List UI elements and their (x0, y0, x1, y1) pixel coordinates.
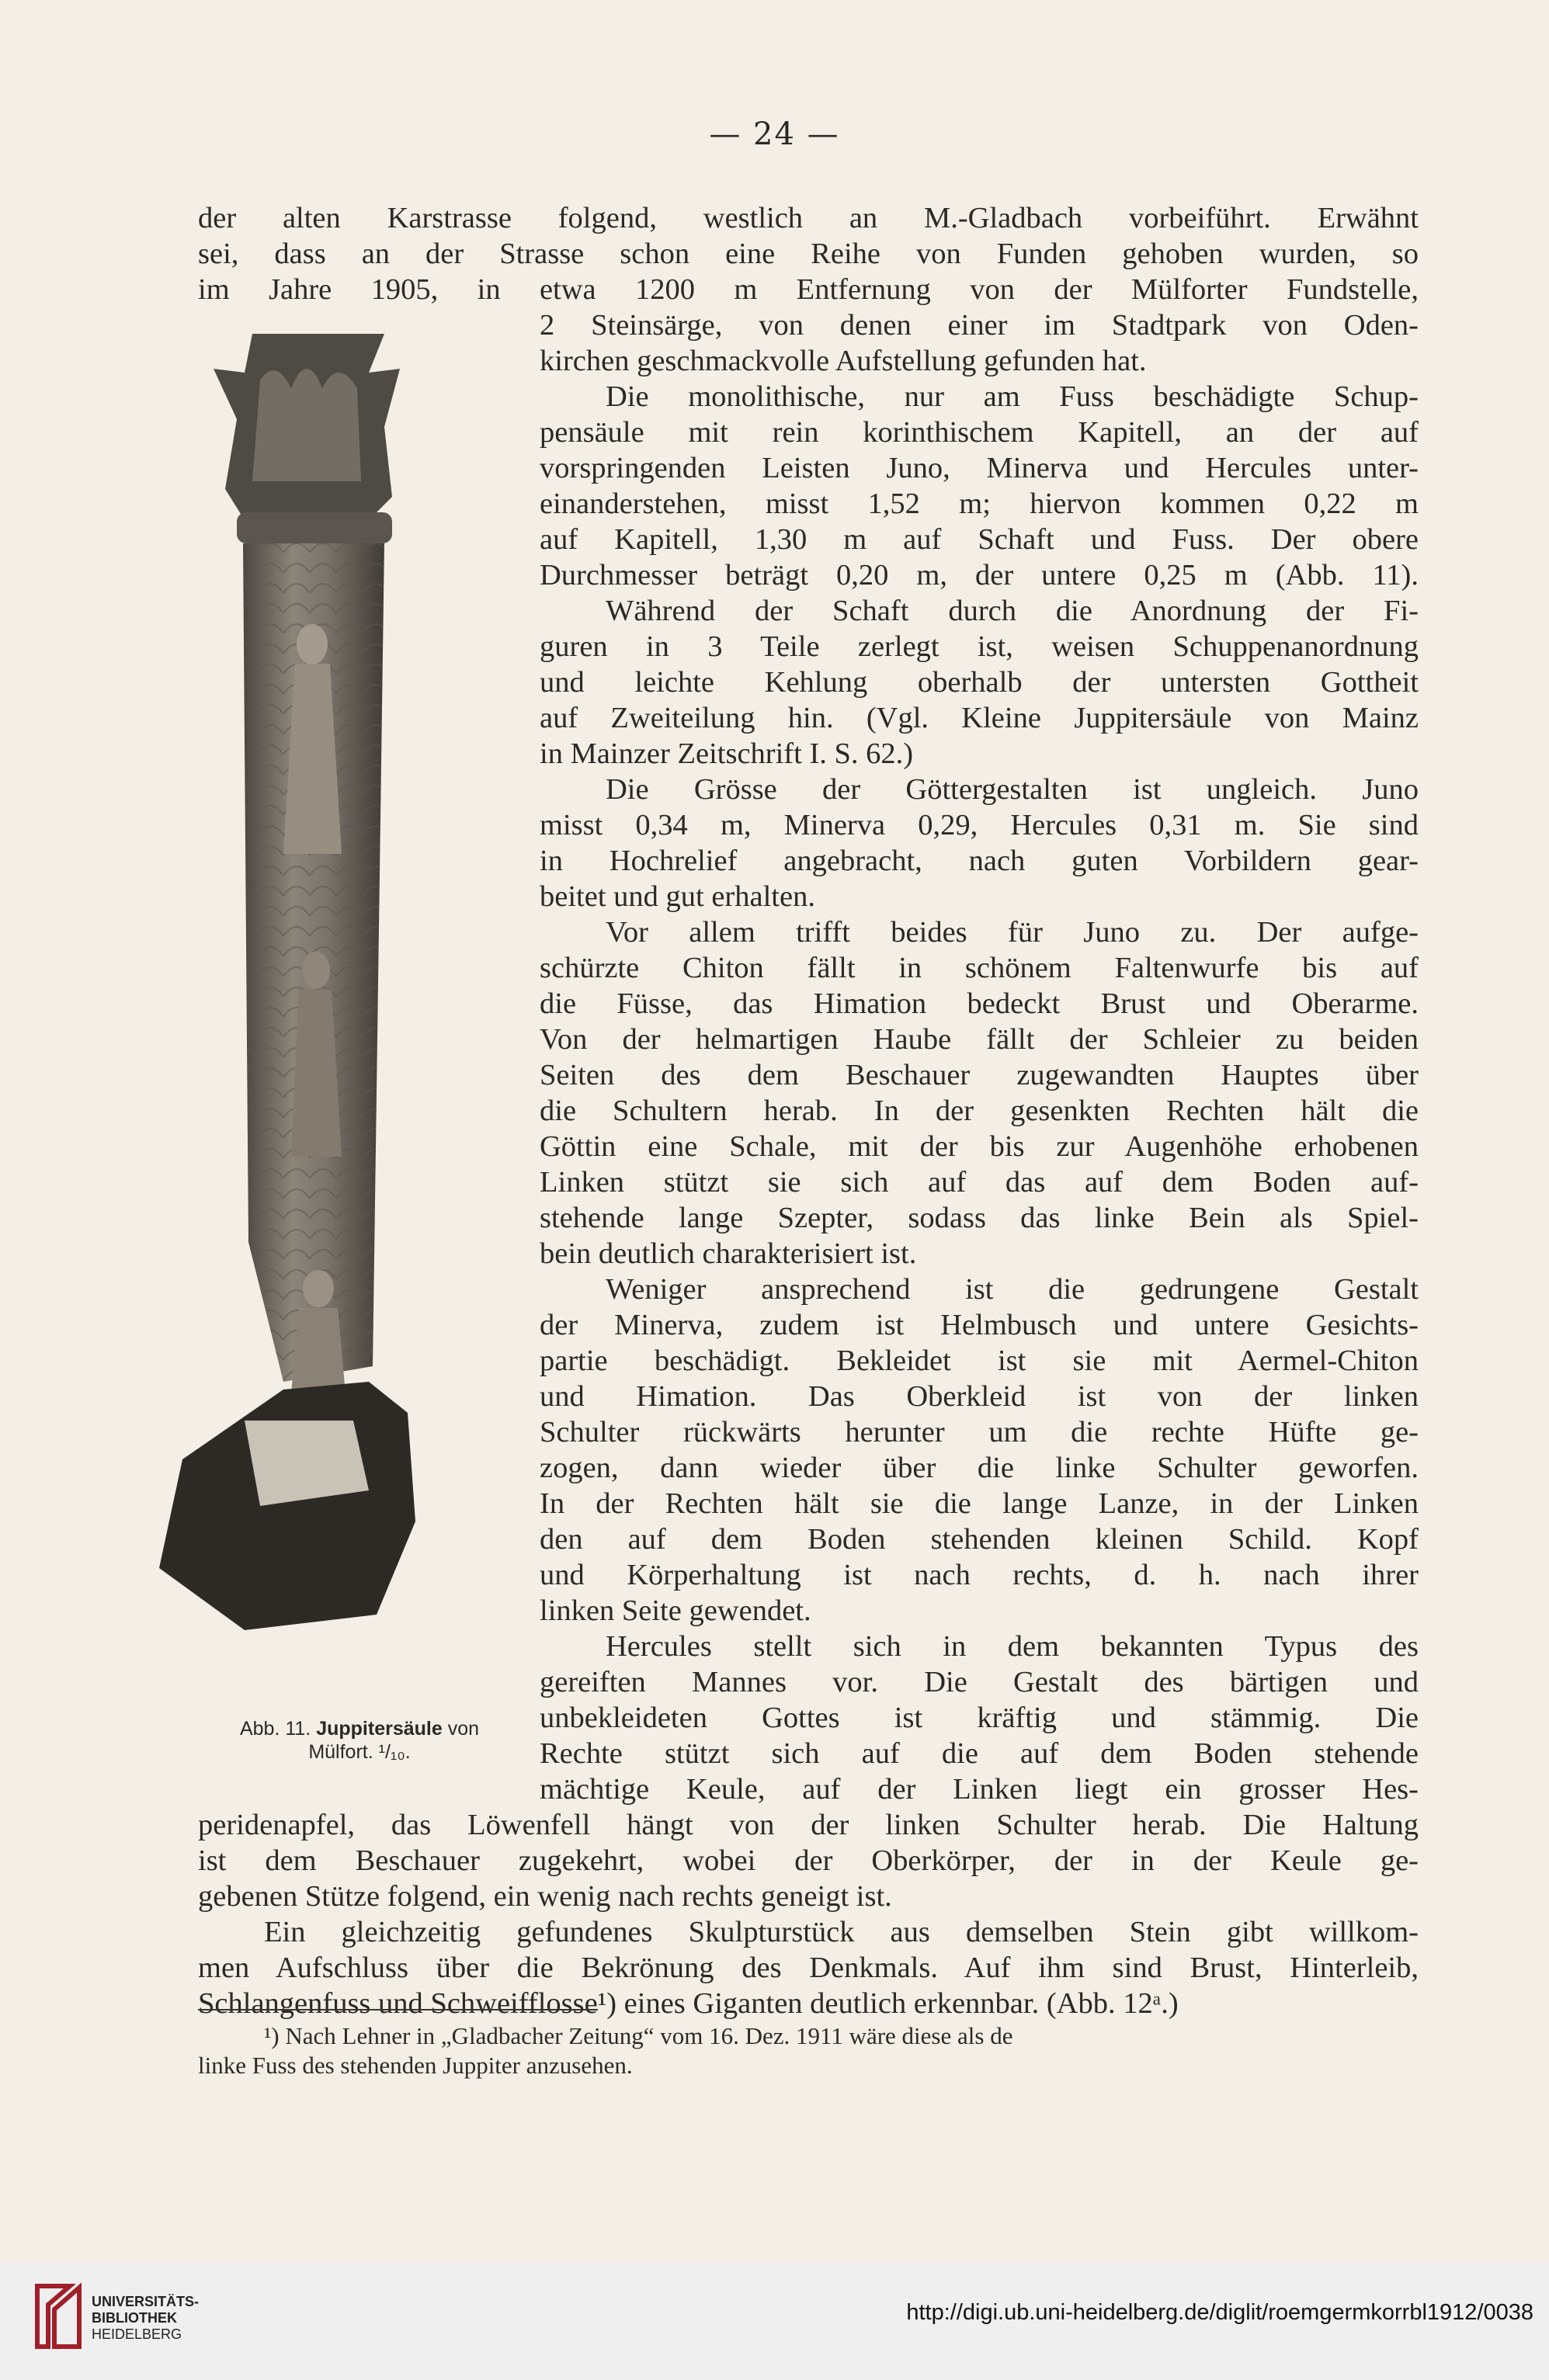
text-line: men Aufschluss über die Bekrönung des Denkmals. Auf ihm sind Brust, Hinterleib, (198, 1952, 1419, 1984)
column-photo (151, 311, 516, 1731)
text-line: Schlangenfuss und Schweifflosse¹) eines Giganten deutlich erkennbar. (Abb. 12ᵃ.) (198, 1987, 1179, 2020)
text-line: Ein gleichzeitig gefundenes Skulpturstück aus demselben Stein gibt willkom- (264, 1916, 1419, 1948)
library-name-line1: UNIVERSITÄTS- (92, 2294, 200, 2309)
text-line: die Füsse, das Himation bedeckt Brust und Oberarme. (540, 987, 1419, 1020)
text-line: Weniger ansprechend ist die gedrungene Gestalt (606, 1273, 1419, 1306)
library-name-line3: HEIDELBERG (92, 2326, 182, 2342)
text-line: in Hochrelief angebracht, nach guten Vorbildern gear- (540, 845, 1419, 877)
text-line: der Minerva, zudem ist Helmbusch und untere Gesichts- (540, 1309, 1419, 1341)
text-line: Hercules stellt sich in dem bekannten Typus des (606, 1630, 1419, 1663)
text-line: der alten Karstrasse folgend, westlich an M.-Gladbach vorbeiführt. Erwähnt (198, 202, 1419, 234)
footnote-line: ¹) Nach Lehner in „Gladbacher Zeitung“ vom 16. Dez. 1911 wäre diese als de (264, 2022, 1013, 2049)
text-line: und Körperhaltung ist nach rechts, d. h. nach ihrer (540, 1559, 1419, 1591)
text-line: Durchmesser beträgt 0,20 m, der untere 0,25 m (Abb. 11). (540, 559, 1419, 592)
caption-title: Juppitersäule (316, 1718, 443, 1740)
text-line: die Schultern herab. In der gesenkten Rechten hält die (540, 1095, 1419, 1127)
text-line: beitet und gut erhalten. (540, 880, 815, 913)
text-line: gereiften Mannes vor. Die Gestalt des bärtigen und (540, 1666, 1419, 1698)
text-line: misst 0,34 m, Minerva 0,29, Hercules 0,31 m. Sie sind (540, 809, 1419, 841)
text-line: und leichte Kehlung oberhalb der untersten Gottheit (540, 666, 1419, 699)
library-name (92, 2294, 199, 2343)
text-line: vorspringenden Leisten Juno, Minerva und Hercules unter- (540, 452, 1419, 484)
footnote-line: linke Fuss des stehenden Juppiter anzusehen. (198, 2052, 633, 2079)
library-logo-icon (31, 2278, 85, 2352)
source-url-link[interactable]: http://digi.ub.uni-heidelberg.de/diglit/roemgermkorrbl1912/0038 (906, 2300, 1533, 2325)
text-line: und Himation. Das Oberkleid ist von der linken (540, 1380, 1419, 1413)
text-line: 2 Steinsärge, von denen einer im Stadtpark von Oden- (540, 309, 1419, 342)
text-line: ist dem Beschauer zugekehrt, wobei der Oberkörper, der in der Keule ge- (198, 1844, 1419, 1877)
text-line: Rechte stützt sich auf die auf dem Boden stehende (540, 1737, 1419, 1770)
text-line: schürzte Chiton fällt in schönem Faltenwurfe bis auf (540, 952, 1419, 984)
text-line: kirchen geschmackvolle Aufstellung gefunden hat. (540, 345, 1147, 377)
text-line: Von der helmartigen Haube fällt der Schleier zu beiden (540, 1023, 1419, 1056)
text-line: in Mainzer Zeitschrift I. S. 62.) (540, 737, 914, 770)
text-line: Vor allem trifft beides für Juno zu. Der aufge- (606, 916, 1419, 949)
text-line: partie beschädigt. Bekleidet ist sie mit Aermel-Chiton (540, 1344, 1419, 1377)
figure-caption (193, 1717, 526, 1764)
text-line: unbekleideten Gottes ist kräftig und stämmig. Die (540, 1702, 1419, 1734)
text-line: guren in 3 Teile zerlegt ist, weisen Schuppenanordnung (540, 630, 1419, 663)
text-line: auf Kapitell, 1,30 m auf Schaft und Fuss. Der obere (540, 523, 1419, 556)
text-line: im Jahre 1905, in etwa 1200 m Entfernung von der Mülforter Fundstelle, (198, 273, 1419, 306)
caption-prefix: Abb. 11. (239, 1718, 311, 1740)
footnote-divider (198, 2009, 598, 2011)
text-line: Die monolithische, nur am Fuss beschädigte Schup- (606, 380, 1419, 413)
caption-suffix: von (447, 1718, 480, 1740)
text-line: bein deutlich charakterisiert ist. (540, 1237, 917, 1270)
text-line: Linken stützt sie sich auf das auf dem Boden auf- (540, 1166, 1419, 1199)
text-line: Göttin eine Schale, mit der bis zur Augenhöhe erhobenen (540, 1130, 1419, 1163)
text-line: In der Rechten hält sie die lange Lanze, in der Linken (540, 1487, 1419, 1520)
library-name-line2: BIBLIOTHEK (92, 2310, 177, 2326)
text-line: linken Seite gewendet. (540, 1594, 811, 1627)
text-line: auf Zweiteilung hin. (Vgl. Kleine Juppitersäule von Mainz (540, 702, 1419, 734)
text-line: Seiten des dem Beschauer zugewandten Hauptes über (540, 1059, 1419, 1091)
text-line: stehende lange Szepter, sodass das linke Bein als Spiel- (540, 1202, 1419, 1234)
text-line: sei, dass an der Strasse schon eine Reihe von Funden gehoben wurden, so (198, 238, 1419, 270)
text-line: zogen, dann wieder über die linke Schulter geworfen. (540, 1452, 1419, 1484)
text-line: Die Grösse der Göttergestalten ist ungleich. Juno (606, 773, 1419, 806)
text-line: peridenapfel, das Löwenfell hängt von der linken Schulter herab. Die Haltung (198, 1809, 1419, 1841)
caption-line2: Mülfort. ¹/₁₀. (308, 1741, 411, 1763)
page-number: — 24 — (709, 116, 840, 152)
text-line: den auf dem Boden stehenden kleinen Schild. Kopf (540, 1523, 1419, 1556)
text-line: gebenen Stütze folgend, ein wenig nach rechts geneigt ist. (198, 1880, 892, 1913)
text-line: einanderstehen, misst 1,52 m; hiervon kommen 0,22 m (540, 487, 1419, 520)
text-line: mächtige Keule, auf der Linken liegt ein grosser Hes- (540, 1773, 1419, 1806)
text-line: pensäule mit rein korinthischem Kapitell, an der auf (540, 416, 1419, 449)
text-line: Schulter rückwärts herunter um die rechte Hüfte ge- (540, 1416, 1419, 1448)
text-line: Während der Schaft durch die Anordnung der Fi- (606, 595, 1419, 627)
